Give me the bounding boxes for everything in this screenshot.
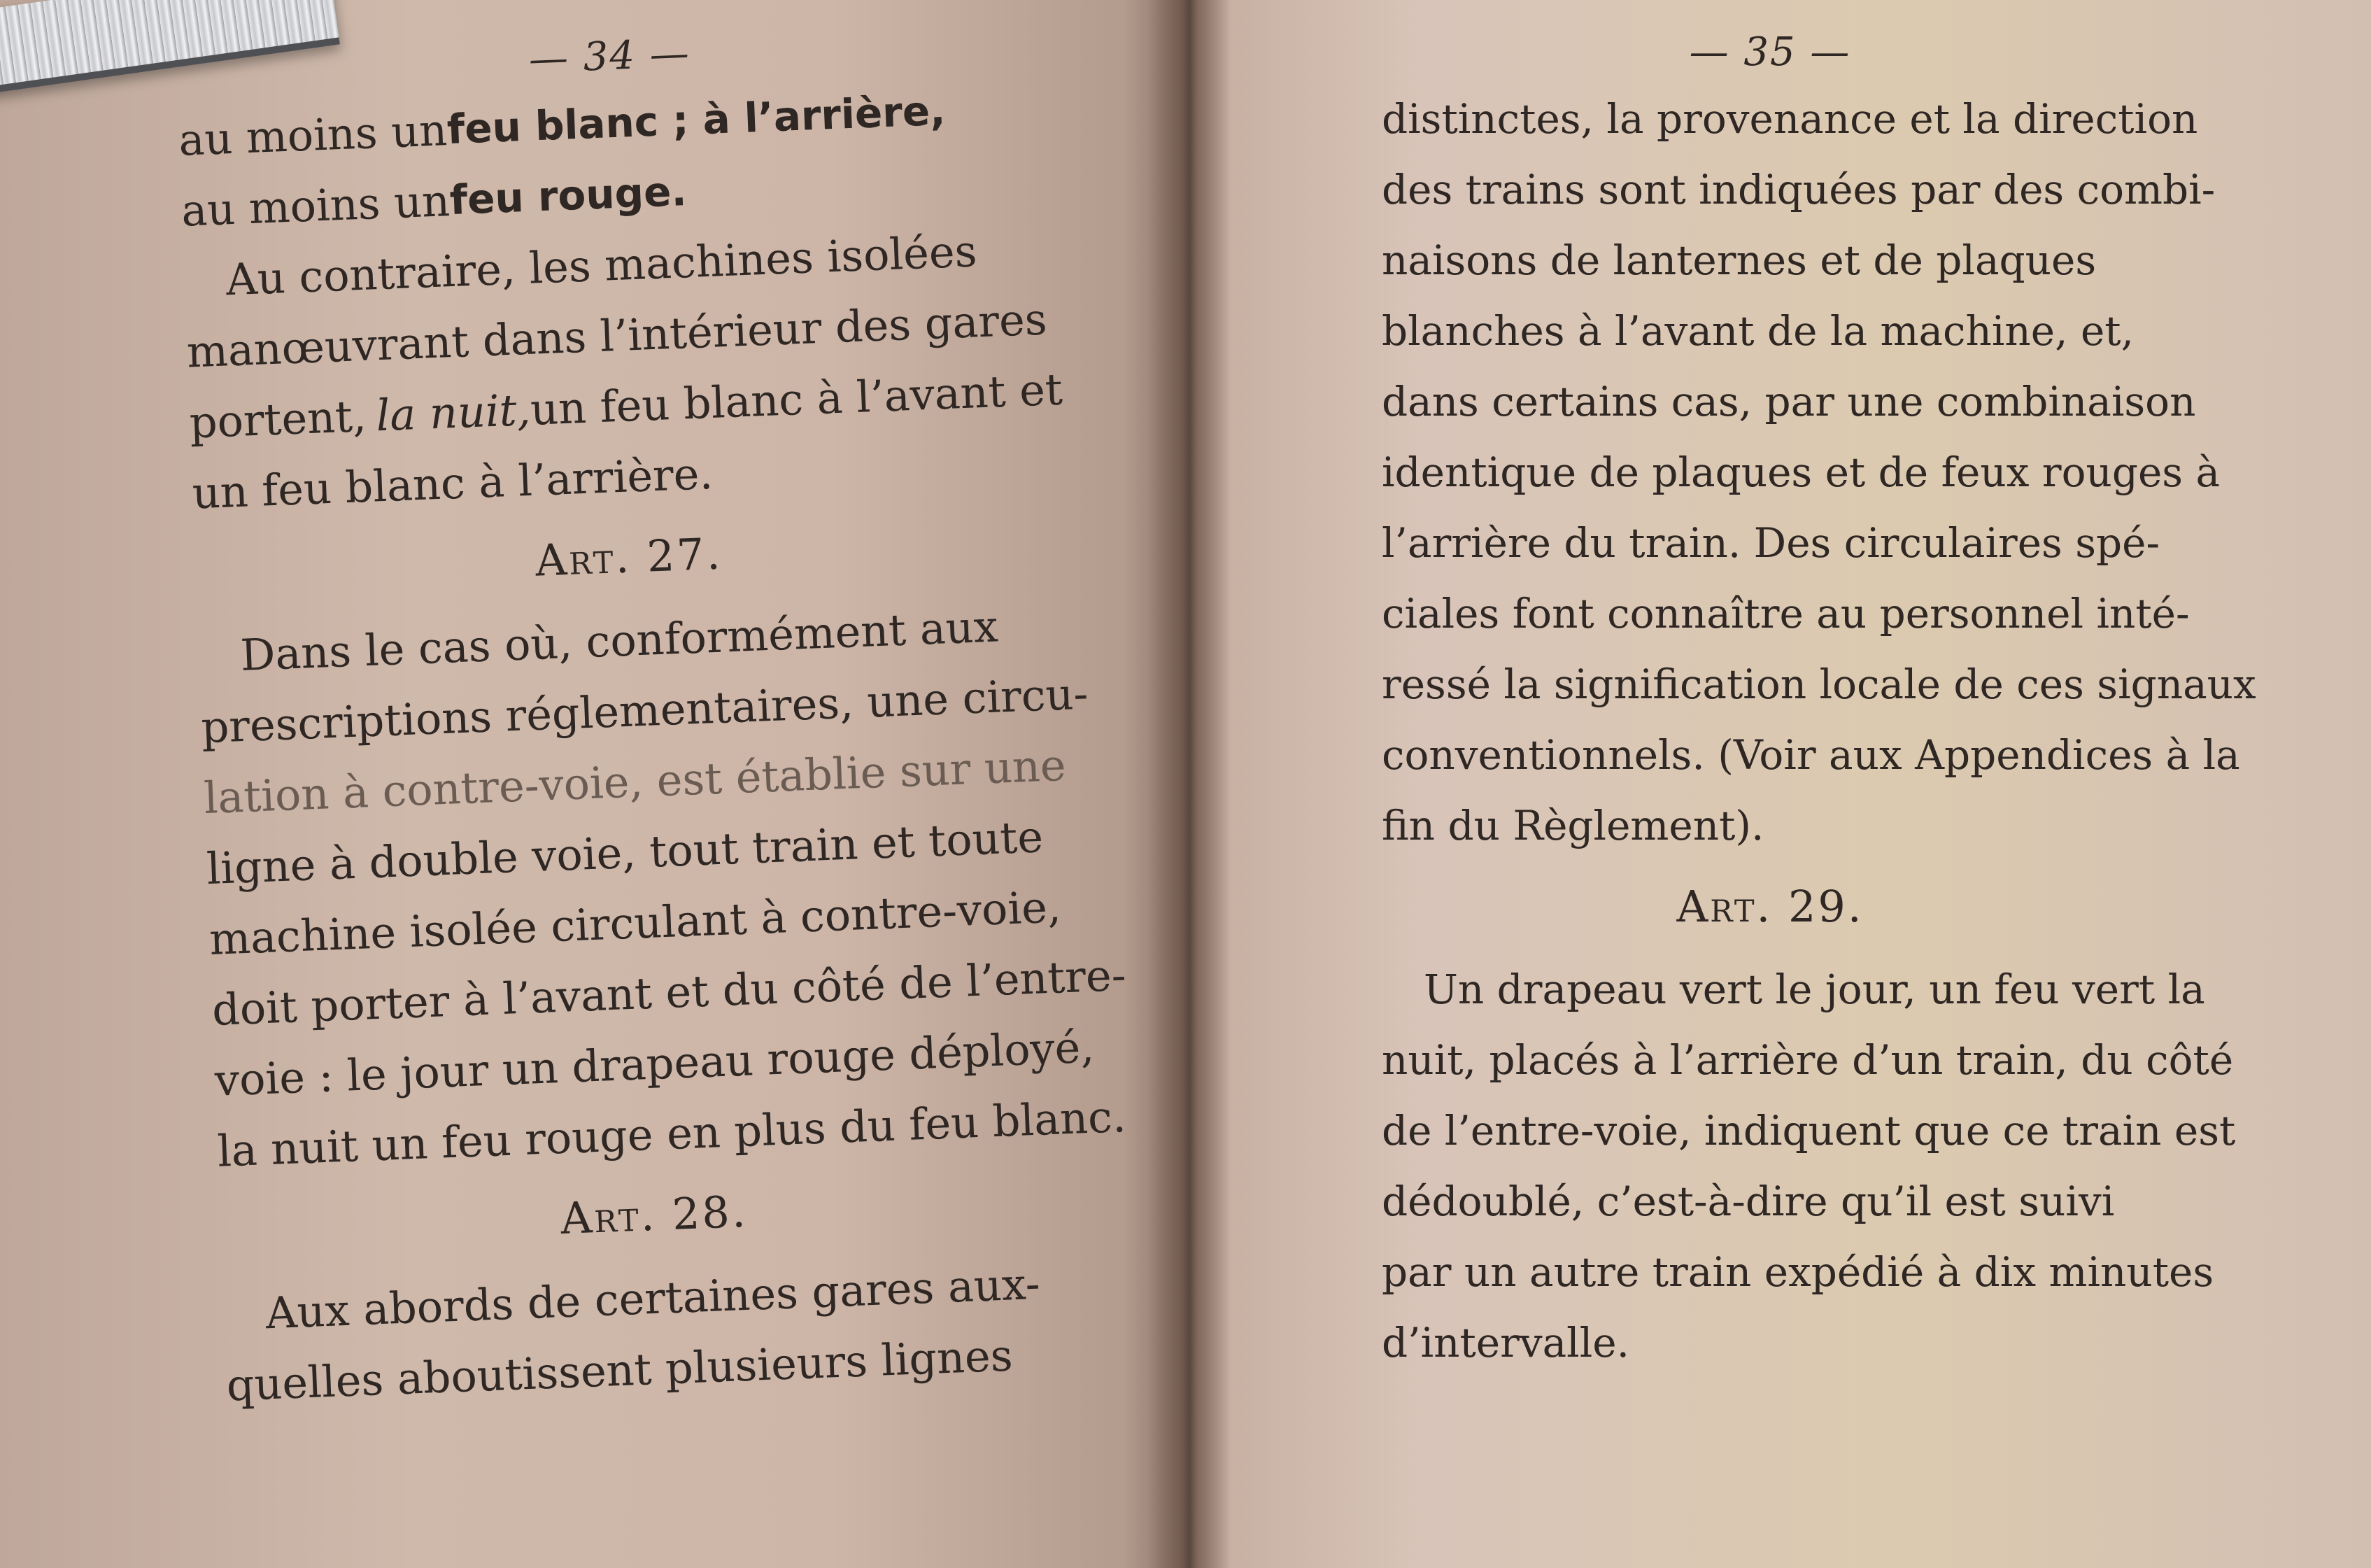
- text-line: naisons de lanternes et de plaques: [1382, 236, 2097, 284]
- text-line: ressé la signification locale de ces signaux: [1382, 661, 2256, 708]
- text-line: distinctes, la provenance et la direction: [1382, 95, 2198, 143]
- text-line: manœuvrant dans l’intérieur des gares: [185, 293, 1048, 378]
- text-line: Un drapeau vert le jour, un feu vert la: [1424, 966, 2205, 1013]
- text-line: doit porter à l’avant et du côté de l’entre-: [211, 949, 1127, 1036]
- text-line: identique de plaques et de feux rouges à: [1382, 448, 2221, 496]
- text-line: dans certains cas, par une combinaison: [1382, 378, 2196, 425]
- text-line: voie : le jour un drapeau rouge déployé,: [213, 1021, 1096, 1106]
- text-line: quelles aboutissent plusieurs lignes: [225, 1329, 1014, 1411]
- right-page-number: — 35 —: [1689, 29, 1851, 75]
- text-line: ciales font connaître au personnel inté-: [1382, 590, 2190, 637]
- text-line: machine isolée circulant à contre-voie,: [208, 881, 1062, 966]
- text-line: au moins un feu blanc ; à l’arrière,: [177, 86, 947, 166]
- left-page-number: — 34 —: [528, 30, 691, 83]
- left-page-text: [175, 8, 1127, 1420]
- text-line: la nuit un feu rouge en plus du feu blanc.: [216, 1090, 1127, 1177]
- text-line: ligne à double voie, tout train et toute: [205, 811, 1045, 895]
- article-29-heading: Art. 29.: [1676, 881, 1864, 932]
- right-page-text: [1382, 21, 2256, 1378]
- text-line: l’arrière du train. Des circulaires spé-: [1382, 519, 2160, 567]
- text-line: des trains sont indiquées par des combi-: [1382, 166, 2216, 213]
- text-line: nuit, placés à l’arrière d’un train, du côté: [1382, 1036, 2234, 1084]
- text-line: portent, la nuit, un feu blanc à l’avant et: [188, 363, 1064, 448]
- text-line: par un autre train expédié à dix minutes: [1382, 1248, 2214, 1296]
- text-line: fin du Règlement).: [1382, 802, 1764, 849]
- text-line: Aux abords de certaines gares aux-: [264, 1257, 1041, 1339]
- text-line: lation à contre-voie, est établie sur une: [203, 739, 1067, 824]
- text-line: Dans le cas où, conformément aux: [239, 600, 999, 681]
- text-line: un feu blanc à l’arrière.: [191, 447, 714, 519]
- text-line: de l’entre-voie, indiquent que ce train est: [1382, 1107, 2236, 1154]
- article-27-heading: Art. 27.: [534, 528, 723, 586]
- text-line: dédoublé, c’est-à-dire qu’il est suivi: [1382, 1178, 2115, 1225]
- text-line: prescriptions réglementaires, une circu-: [200, 668, 1089, 754]
- text-line: Au contraire, les machines isolées: [225, 225, 978, 306]
- text-line: conventionnels. (Voir aux Appendices à la: [1382, 731, 2240, 779]
- article-28-heading: Art. 28.: [560, 1185, 749, 1245]
- text-line: blanches à l’avant de la machine, et,: [1382, 307, 2135, 355]
- text-line: au moins un feu rouge.: [180, 167, 688, 236]
- text-line: d’intervalle.: [1382, 1319, 1630, 1366]
